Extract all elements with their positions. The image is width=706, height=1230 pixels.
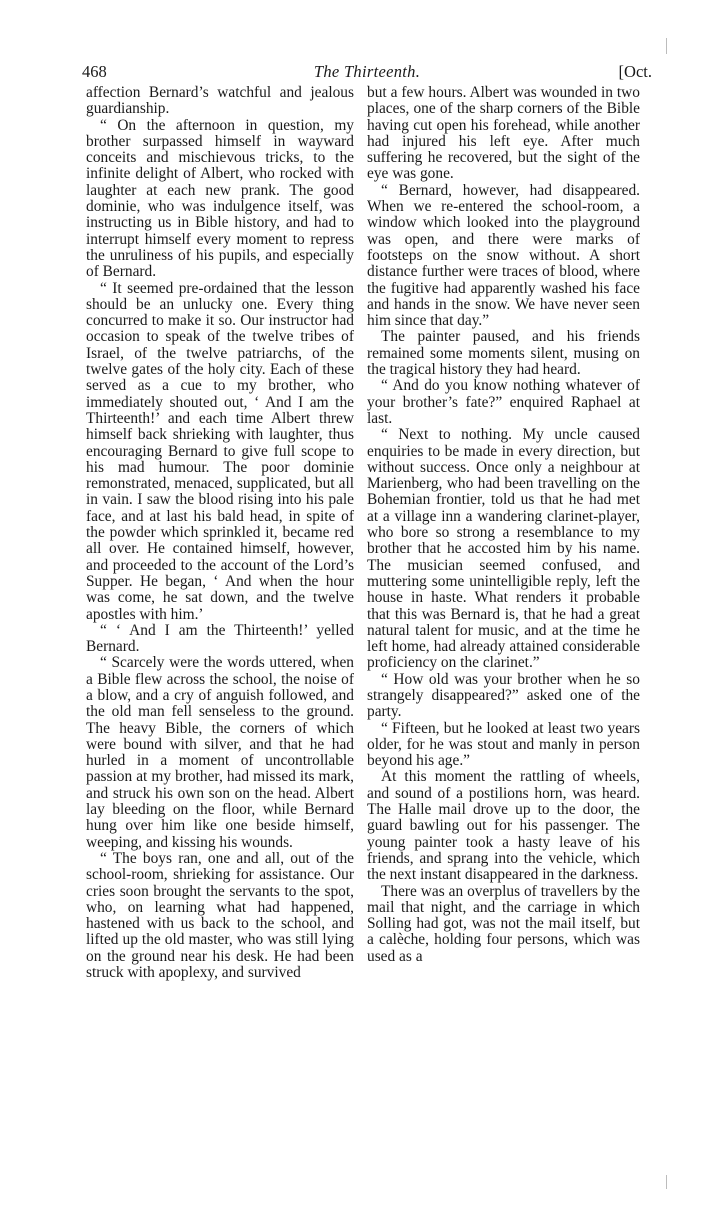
right-column bbox=[367, 85, 640, 965]
paragraph: “ It seemed pre-ordained that the lesson should be an unlucky one. Every thing concurred to make it so. Our instructor had occasion to speak of the twelve tribes of Israel, of the twelve patriarchs, of the twelve gates of the holy city. Each of these served as a cue to my brother, who immediately shouted out, ‘ And I am the Thirteenth!’ and each time Albert threw himself back shrieking with laughter, thus encouraging Bernard to give full scope to his mad humour. The poor dominie remonstrated, menaced, supplicated, but all in vain. I saw the blood rising into his pale face, and at last his bald head, in spite of the powder which sprinkled it, became red all over. He contained himself, however, and proceeded to the account of the Lord’s Supper. He began, ‘ And when the hour was come, he sat down, and the twelve apostles with him.’ bbox=[86, 279, 354, 623]
paragraph: The painter paused, and his friends remained some moments silent, musing on the tragical history they had heard. bbox=[367, 328, 640, 379]
left-column bbox=[86, 85, 354, 981]
paragraph: “ ‘ And I am the Thirteenth!’ yelled Bernard. bbox=[86, 621, 354, 656]
running-title: The Thirteenth. bbox=[313, 62, 421, 81]
paragraph: affection Bernard’s watchful and jealous guardianship. bbox=[86, 84, 354, 118]
paragraph: “ Scarcely were the words uttered, when a Bible flew across the school, the noise of a blow, and a cry of anguish followed, and the old man fell senseless to the ground. The heavy Bible, the corners of which were bound with silver, and that he had hurled in a moment of uncontrollable passion at my brother, had missed its mark, and struck his own son on the head. Albert lay bleeding on the floor, while Bernard hung over him like one beside himself, weeping, and kissing his wounds. bbox=[86, 654, 354, 851]
page-header bbox=[82, 62, 652, 86]
page-edge-mark bbox=[666, 38, 667, 54]
paragraph: “ On the afternoon in question, my brother surpassed himself in wayward conceits and mischievous tricks, to the infinite delight of Albert, who rocked with laughter at each new prank. The good dominie, who was indulgence itself, was instructing us in Bible history, and had to interrupt himself every moment to repress the unruliness of his pupils, and especially of Bernard. bbox=[86, 116, 354, 281]
page-edge-mark bbox=[666, 1175, 667, 1189]
running-month: [Oct. bbox=[618, 62, 652, 81]
paragraph: “ How old was your brother when he so strangely disappeared?” asked one of the party. bbox=[367, 670, 640, 721]
paragraph: There was an overplus of travellers by the mail that night, and the carriage in which Solling had got, was not the mail itself, but a calèche, holding four persons, which was used as a bbox=[367, 882, 640, 965]
paragraph: “ Bernard, however, had disappeared. When we re-entered the school-room, a window which looked into the playground was open, and there were marks of footsteps on the snow without. A short distance further were traces of blood, where the fugitive had apparently washed his face and hands in the snow. We have never seen him since that day.” bbox=[367, 181, 640, 330]
paragraph: “ Next to nothing. My uncle caused enquiries to be made in every direction, but without success. Once only a neighbour at Marienberg, who had been travelling on the Bohemian frontier, told us that he had met at a village inn a wandering clarinet-player, who bore so strong a resemblance to my brother that he accosted him by his name. The musician seemed confused, and muttering some unintelligible reply, left the house in haste. What renders it probable that this was Bernard is, that he had a great natural talent for music, and at the time he left home, had already attained considerable proficiency on the clarinet.” bbox=[367, 426, 640, 672]
page-number: 468 bbox=[82, 62, 107, 81]
paragraph: but a few hours. Albert was wounded in two places, one of the sharp corners of the Bible having cut open his forehead, while another had injured his left eye. After much suffering he recovered, but the sight of the eye was gone. bbox=[367, 84, 640, 183]
paragraph: “ Fifteen, but he looked at least two years older, for he was stout and manly in person beyond his age.” bbox=[367, 719, 640, 770]
paragraph: “ And do you know nothing whatever of your brother’s fate?” enquired Raphael at last. bbox=[367, 377, 640, 427]
paragraph: At this moment the rattling of wheels, and sound of a postilions horn, was heard. The Halle mail drove up to the door, the guard bawling out for his passenger. The young painter took a hasty leave of his friends, and sprang into the vehicle, which the next instant disappeared in the darkness. bbox=[367, 768, 640, 884]
paragraph: “ The boys ran, one and all, out of the school-room, shrieking for assistance. Our cries soon brought the servants to the spot, who, on learning what had happened, hastened with us back to the school, and lifted up the old master, who was still lying on the ground near his desk. He had been struck with apoplexy, and survived bbox=[86, 849, 354, 982]
